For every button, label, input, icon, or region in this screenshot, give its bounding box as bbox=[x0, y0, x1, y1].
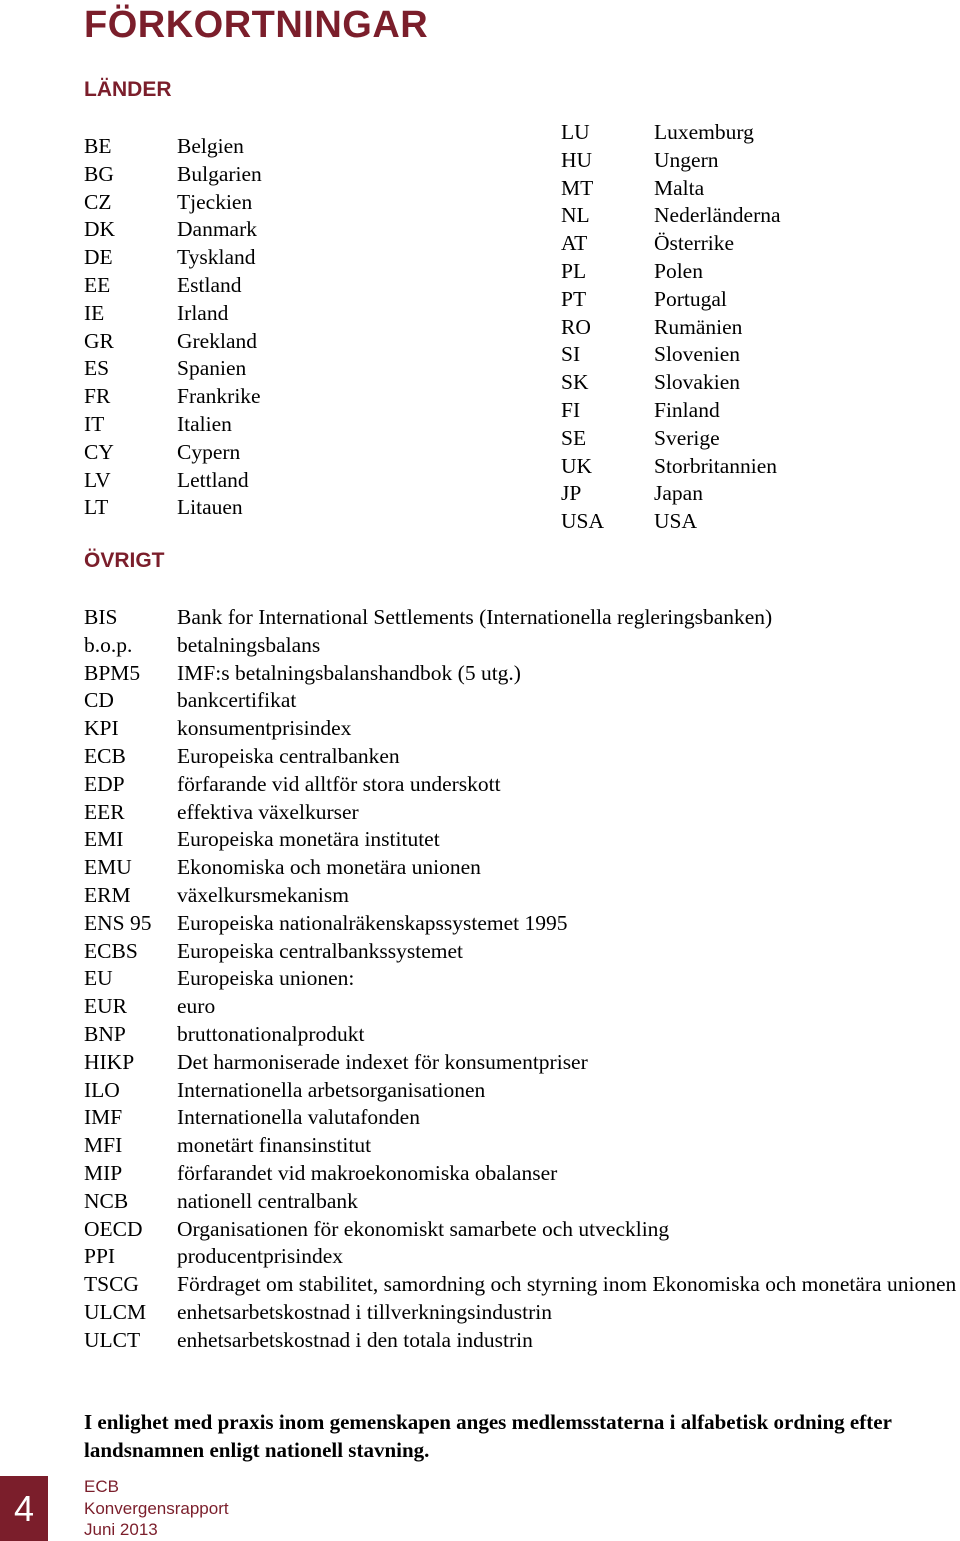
country-name: Finland bbox=[654, 397, 720, 422]
country-name: Tjeckien bbox=[177, 189, 253, 214]
country-row bbox=[84, 439, 262, 467]
country-code: ES bbox=[84, 356, 110, 381]
country-code: IE bbox=[84, 300, 105, 325]
country-list-right bbox=[561, 119, 781, 536]
country-row bbox=[561, 286, 781, 314]
country-code: BE bbox=[84, 134, 112, 158]
abbreviation-group-b bbox=[84, 1299, 960, 1355]
abbreviation-row bbox=[84, 965, 960, 993]
abbreviation-row bbox=[84, 660, 960, 688]
country-code: UK bbox=[561, 453, 593, 478]
country-row bbox=[84, 355, 262, 383]
country-code: AT bbox=[561, 231, 588, 256]
abbreviation-text: nationell centralbank bbox=[177, 1188, 358, 1213]
country-name: Bulgarien bbox=[177, 161, 262, 186]
country-name: Slovenien bbox=[654, 342, 740, 367]
country-code: FR bbox=[84, 384, 111, 409]
abbreviation-group-a bbox=[84, 604, 960, 1271]
country-code: NL bbox=[561, 203, 590, 228]
abbreviation-row bbox=[84, 1299, 960, 1327]
abbreviation-code: EU bbox=[84, 966, 113, 991]
page-title: FÖRKORTNINGAR bbox=[84, 4, 429, 46]
abbreviation-code: ILO bbox=[84, 1077, 120, 1102]
abbreviation-row bbox=[84, 938, 960, 966]
abbreviation-code: EMU bbox=[84, 855, 132, 880]
abbreviation-row bbox=[84, 1327, 960, 1355]
country-list-left bbox=[84, 133, 262, 522]
country-row bbox=[561, 314, 781, 342]
countries-heading: LÄNDER bbox=[84, 78, 172, 101]
abbreviation-row bbox=[84, 687, 960, 715]
country-code: IT bbox=[84, 411, 105, 436]
abbreviation-text: konsumentprisindex bbox=[177, 716, 352, 741]
country-row bbox=[561, 147, 781, 175]
abbreviation-code: ULCM bbox=[84, 1299, 147, 1324]
abbreviation-row bbox=[84, 882, 960, 910]
abbreviation-text: Europeiska unionen: bbox=[177, 966, 355, 991]
abbreviation-code: EDP bbox=[84, 771, 125, 796]
country-row bbox=[561, 480, 781, 508]
country-name: Irland bbox=[177, 300, 229, 325]
country-row bbox=[84, 216, 262, 244]
country-row bbox=[561, 397, 781, 425]
abbreviation-code: ECB bbox=[84, 743, 126, 768]
abbreviation-text: Bank for International Settlements (Internationella regleringsbanken) bbox=[177, 605, 773, 629]
country-code: BG bbox=[84, 161, 114, 186]
country-name: Storbritannien bbox=[654, 453, 778, 478]
country-row bbox=[561, 230, 781, 258]
abbreviation-row bbox=[84, 743, 960, 771]
abbreviation-row-tscg bbox=[84, 1271, 960, 1299]
country-name: Lettland bbox=[177, 467, 249, 492]
country-name: Danmark bbox=[177, 217, 257, 242]
abbreviation-text: Europeiska centralbanken bbox=[177, 743, 400, 768]
footer-publication: Konvergensrapport bbox=[84, 1498, 229, 1518]
country-code: JP bbox=[561, 481, 582, 506]
country-row bbox=[84, 244, 262, 272]
abbreviation-list bbox=[84, 604, 960, 1355]
country-name: Japan bbox=[654, 481, 703, 506]
abbreviation-row bbox=[84, 604, 960, 632]
abbreviation-row bbox=[84, 854, 960, 882]
country-name: Spanien bbox=[177, 356, 247, 381]
abbreviation-text: Fördraget om stabilitet, samordning och styrning inom Ekonomiska och monetära unionen bbox=[177, 1272, 957, 1297]
country-row bbox=[561, 508, 781, 536]
abbreviation-row bbox=[84, 1243, 960, 1271]
abbreviation-text: förfarandet vid makroekonomiska obalanser bbox=[177, 1160, 558, 1185]
country-code: CY bbox=[84, 439, 114, 464]
footnote: I enlighet med praxis inom gemenskapen anges medlemsstaterna i alfabetisk ordning efter landsnamnen enligt nationell stavning. bbox=[84, 1410, 892, 1462]
country-row bbox=[84, 272, 262, 300]
abbreviation-text: förfarande vid alltför stora underskott bbox=[177, 771, 501, 796]
abbreviation-code: BIS bbox=[84, 605, 118, 629]
abbreviation-text: bruttonationalprodukt bbox=[177, 1021, 365, 1046]
abbreviation-row bbox=[84, 1077, 960, 1105]
abbreviation-code: BNP bbox=[84, 1021, 126, 1046]
country-name: Ungern bbox=[654, 147, 719, 172]
abbreviation-row bbox=[84, 799, 960, 827]
country-row bbox=[84, 328, 262, 356]
abbreviation-code: EMI bbox=[84, 827, 124, 852]
country-code: SK bbox=[561, 370, 589, 395]
abbreviation-code: NCB bbox=[84, 1188, 129, 1213]
abbreviation-text: Internationella arbetsorganisationen bbox=[177, 1077, 486, 1102]
abbreviation-code: ERM bbox=[84, 882, 131, 907]
country-row bbox=[84, 494, 262, 522]
abbreviation-row bbox=[84, 771, 960, 799]
abbreviation-text: Europeiska centralbankssystemet bbox=[177, 938, 463, 963]
abbreviation-text: Europeiska nationalräkenskapssystemet 1995 bbox=[177, 910, 568, 935]
country-name: Tyskland bbox=[177, 245, 256, 270]
abbreviation-text: bankcertifikat bbox=[177, 688, 297, 713]
country-name: Portugal bbox=[654, 286, 727, 311]
abbreviation-code: EER bbox=[84, 799, 125, 824]
country-code: DE bbox=[84, 245, 113, 270]
country-name: Luxemburg bbox=[654, 120, 754, 144]
abbreviation-text: Internationella valutafonden bbox=[177, 1105, 420, 1130]
country-name: Cypern bbox=[177, 439, 241, 464]
country-code: LT bbox=[84, 495, 109, 520]
country-code: HU bbox=[561, 147, 593, 172]
country-row bbox=[561, 453, 781, 481]
country-code: GR bbox=[84, 328, 114, 353]
country-row bbox=[84, 467, 262, 495]
country-name: Italien bbox=[177, 411, 232, 436]
abbreviation-text: IMF:s betalningsbalanshandbok (5 utg.) bbox=[177, 660, 521, 685]
country-code: RO bbox=[561, 314, 591, 339]
abbreviation-code: EUR bbox=[84, 994, 127, 1019]
abbreviation-row bbox=[84, 1049, 960, 1077]
abbreviation-code: ENS 95 bbox=[84, 910, 152, 935]
abbreviation-row bbox=[84, 993, 960, 1021]
abbreviation-code: ULCT bbox=[84, 1327, 141, 1352]
country-code: MT bbox=[561, 175, 594, 200]
country-row bbox=[561, 258, 781, 286]
country-name: USA bbox=[654, 509, 698, 534]
country-code: CZ bbox=[84, 189, 112, 214]
abbreviation-row bbox=[84, 1216, 960, 1244]
abbreviation-text: växelkursmekanism bbox=[177, 882, 349, 907]
abbreviation-row bbox=[84, 826, 960, 854]
abbreviation-text: Det harmoniserade indexet för konsumentpriser bbox=[177, 1049, 588, 1074]
abbreviation-row bbox=[84, 632, 960, 660]
abbreviation-code: MFI bbox=[84, 1133, 123, 1158]
abbreviation-code: CD bbox=[84, 688, 114, 713]
abbreviation-code: TSCG bbox=[84, 1272, 139, 1297]
country-name: Frankrike bbox=[177, 384, 261, 409]
abbreviation-text: effektiva växelkurser bbox=[177, 799, 359, 824]
country-code: EE bbox=[84, 272, 111, 297]
abbreviation-code: PPI bbox=[84, 1244, 116, 1269]
abbreviation-text: enhetsarbetskostnad i tillverkningsindustrin bbox=[177, 1299, 553, 1324]
country-name: Slovakien bbox=[654, 370, 740, 395]
abbreviation-text: Europeiska monetära institutet bbox=[177, 827, 440, 852]
country-code: DK bbox=[84, 217, 116, 242]
country-name: Sverige bbox=[654, 425, 720, 450]
country-row bbox=[84, 133, 262, 161]
country-name: Polen bbox=[654, 258, 703, 283]
abbreviation-row bbox=[84, 910, 960, 938]
country-row bbox=[561, 119, 781, 147]
abbreviation-code: ECBS bbox=[84, 938, 138, 963]
country-row bbox=[84, 300, 262, 328]
abbreviation-row bbox=[84, 1104, 960, 1132]
country-code: LV bbox=[84, 467, 111, 492]
country-code: SE bbox=[561, 425, 587, 450]
abbreviation-row bbox=[84, 1132, 960, 1160]
country-row bbox=[84, 383, 262, 411]
abbreviation-code: b.o.p. bbox=[84, 632, 133, 657]
country-name: Grekland bbox=[177, 328, 257, 353]
country-code: PT bbox=[561, 286, 587, 311]
country-name: Malta bbox=[654, 175, 705, 200]
abbreviation-text: euro bbox=[177, 994, 216, 1019]
country-row bbox=[84, 189, 262, 217]
footer bbox=[84, 1476, 229, 1541]
country-code: SI bbox=[561, 342, 581, 367]
abbreviation-code: BPM5 bbox=[84, 660, 141, 685]
country-name: Belgien bbox=[177, 134, 244, 158]
footer-publisher: ECB bbox=[84, 1477, 119, 1496]
country-row bbox=[561, 202, 781, 230]
abbreviation-code: MIP bbox=[84, 1160, 123, 1185]
page-number: 4 bbox=[0, 1476, 48, 1541]
country-row bbox=[84, 411, 262, 439]
country-name: Litauen bbox=[177, 495, 243, 520]
abbreviation-row bbox=[84, 1021, 960, 1049]
country-row bbox=[84, 161, 262, 189]
abbreviation-text: betalningsbalans bbox=[177, 632, 321, 657]
other-heading: ÖVRIGT bbox=[84, 549, 165, 572]
country-name: Rumänien bbox=[654, 314, 743, 339]
country-name: Österrike bbox=[654, 231, 734, 256]
country-name: Nederländerna bbox=[654, 203, 781, 228]
country-row bbox=[561, 341, 781, 369]
abbreviation-text: enhetsarbetskostnad i den totala industrin bbox=[177, 1327, 533, 1352]
abbreviation-text: producentprisindex bbox=[177, 1244, 343, 1269]
country-code: LU bbox=[561, 120, 590, 144]
country-code: FI bbox=[561, 397, 581, 422]
footer-date: Juni 2013 bbox=[84, 1520, 158, 1539]
abbreviation-row bbox=[84, 1188, 960, 1216]
abbreviation-text: Ekonomiska och monetära unionen bbox=[177, 855, 481, 880]
country-row bbox=[561, 425, 781, 453]
country-name: Estland bbox=[177, 272, 242, 297]
abbreviation-code: KPI bbox=[84, 716, 119, 741]
country-code: USA bbox=[561, 509, 605, 534]
abbreviation-text: Organisationen för ekonomiskt samarbete och utveckling bbox=[177, 1216, 670, 1241]
abbreviation-row bbox=[84, 715, 960, 743]
country-row bbox=[561, 175, 781, 203]
country-code: PL bbox=[561, 258, 587, 283]
abbreviation-code: HIKP bbox=[84, 1049, 135, 1074]
abbreviation-row bbox=[84, 1160, 960, 1188]
abbreviation-code: OECD bbox=[84, 1216, 143, 1241]
country-row bbox=[561, 369, 781, 397]
abbreviation-code: IMF bbox=[84, 1105, 123, 1130]
abbreviation-text: monetärt finansinstitut bbox=[177, 1133, 372, 1158]
